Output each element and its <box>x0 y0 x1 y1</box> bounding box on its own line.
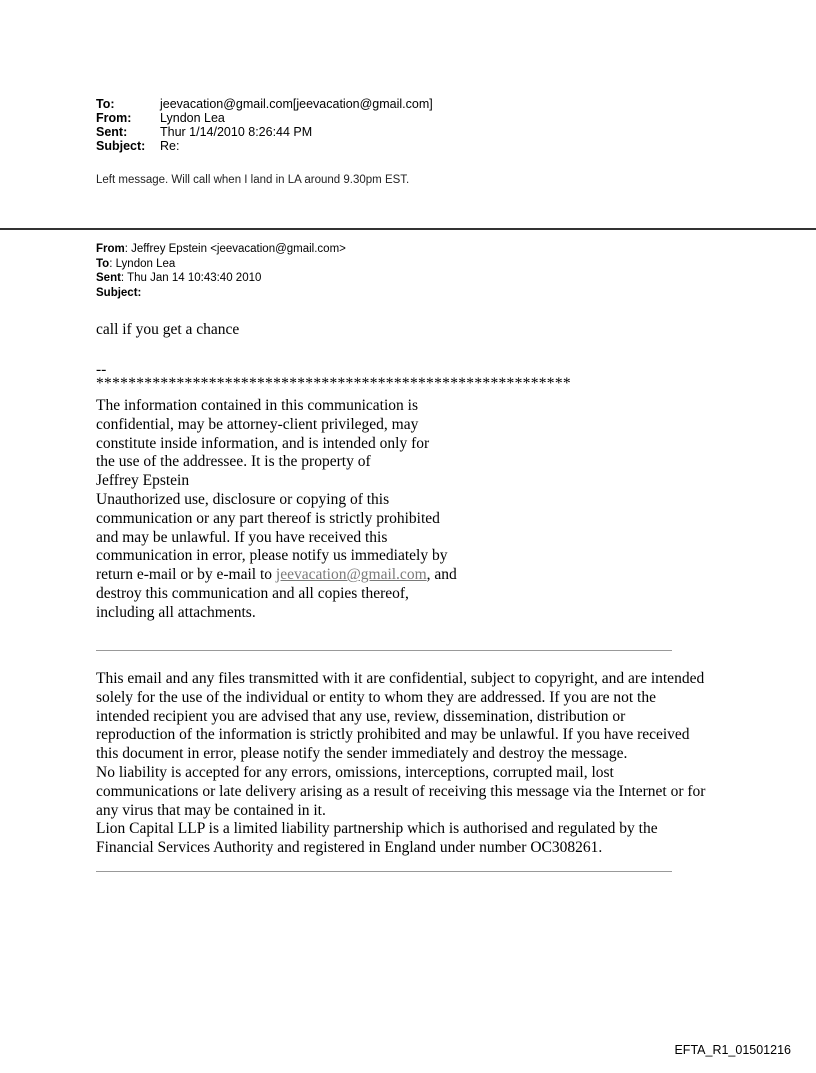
section-divider <box>0 228 816 230</box>
reply-to-row <box>96 97 433 111</box>
original-header <box>96 242 346 300</box>
original-body: call if you get a chance <box>96 321 240 338</box>
disclaimer-top-rule <box>96 650 672 651</box>
notice-line: including all attachments. <box>96 603 256 621</box>
notice-line: Unauthorized use, disclosure or copying of this <box>96 490 390 508</box>
subject-value: Re: <box>160 139 180 153</box>
notice-link-suffix: , and <box>426 566 457 584</box>
signature-dashes: -- <box>96 361 107 378</box>
signature-stars: *********************************************************** <box>96 375 571 392</box>
original-to-value: : Lyndon Lea <box>109 257 176 270</box>
notice-link-prefix: return e-mail or by e-mail to <box>96 566 276 584</box>
original-subject-value: : <box>137 286 142 299</box>
disclaimer-line: Lion Capital LLP is a limited liability partnership which is authorised and regulated by the <box>96 820 658 838</box>
original-from-value: : Jeffrey Epstein <jeevacation@gmail.com> <box>124 243 346 255</box>
original-from-label: From <box>96 243 125 255</box>
original-sent-row <box>96 271 346 286</box>
from-value: Lyndon Lea <box>160 111 225 125</box>
notice-line: and may be unlawful. If you have received this <box>96 528 388 546</box>
original-from-row <box>96 242 346 257</box>
original-subject-row <box>96 286 346 301</box>
document-id: EFTA_R1_01501216 <box>674 1043 791 1057</box>
confidentiality-notice <box>96 397 496 623</box>
original-sent-value: : Thu Jan 14 10:43:40 2010 <box>120 272 262 284</box>
sent-value: Thur 1/14/2010 8:26:44 PM <box>160 125 313 139</box>
subject-label: Subject: <box>96 139 146 153</box>
reply-from-row <box>96 111 433 125</box>
disclaimer-bottom-rule <box>96 871 672 872</box>
notice-line: The information contained in this communication is <box>96 397 418 414</box>
original-subject-label: Subject <box>96 286 138 299</box>
sent-label: Sent: <box>96 125 128 139</box>
notice-line: the use of the addressee. It is the property of <box>96 453 371 471</box>
email-link[interactable]: jeevacation@gmail.com <box>275 566 427 584</box>
notice-line: Jeffrey Epstein <box>96 472 190 490</box>
notice-line: confidential, may be attorney-client privileged, may <box>96 415 419 433</box>
disclaimer-line: reproduction of the information is strictly prohibited and may be unlawful. If you have received <box>96 726 690 744</box>
reply-header <box>96 97 433 153</box>
reply-body: Left message. Will call when I land in LA around 9.30pm EST. <box>96 174 410 186</box>
disclaimer-line: this document in error, please notify the sender immediately and destroy the message. <box>96 745 628 763</box>
notice-line: destroy this communication and all copies thereof, <box>96 584 409 602</box>
disclaimer-line: solely for the use of the individual or entity to whom they are addressed. If you are not the <box>96 688 656 706</box>
disclaimer-line: communications or late delivery arising as a result of receiving this message via the Internet or for <box>96 782 706 800</box>
notice-line: communication in error, please notify us immediately by <box>96 547 448 565</box>
disclaimer-line: This email and any files transmitted with it are confidential, subject to copyright, and are intended <box>96 670 705 687</box>
notice-line: constitute inside information, and is intended only for <box>96 434 430 452</box>
disclaimer-line: any virus that may be contained in it. <box>96 801 326 819</box>
disclaimer-line: intended recipient you are advised that any use, review, dissemination, distribution or <box>96 707 626 725</box>
notice-line-with-link <box>96 566 496 585</box>
disclaimer-line: No liability is accepted for any errors, omissions, interceptions, corrupted mail, lost <box>96 763 614 781</box>
original-to-label: To <box>96 257 110 270</box>
notice-line: communication or any part thereof is strictly prohibited <box>96 509 440 527</box>
to-label: To: <box>96 97 115 111</box>
legal-disclaimer <box>96 670 736 858</box>
original-sent-label: Sent <box>96 272 121 284</box>
reply-subject-row <box>96 139 433 153</box>
disclaimer-line: Financial Services Authority and registered in England under number OC308261. <box>96 839 603 857</box>
to-value: jeevacation@gmail.com[jeevacation@gmail.com] <box>160 97 433 111</box>
from-label: From: <box>96 111 132 125</box>
original-to-row <box>96 257 346 272</box>
reply-sent-row <box>96 125 433 139</box>
